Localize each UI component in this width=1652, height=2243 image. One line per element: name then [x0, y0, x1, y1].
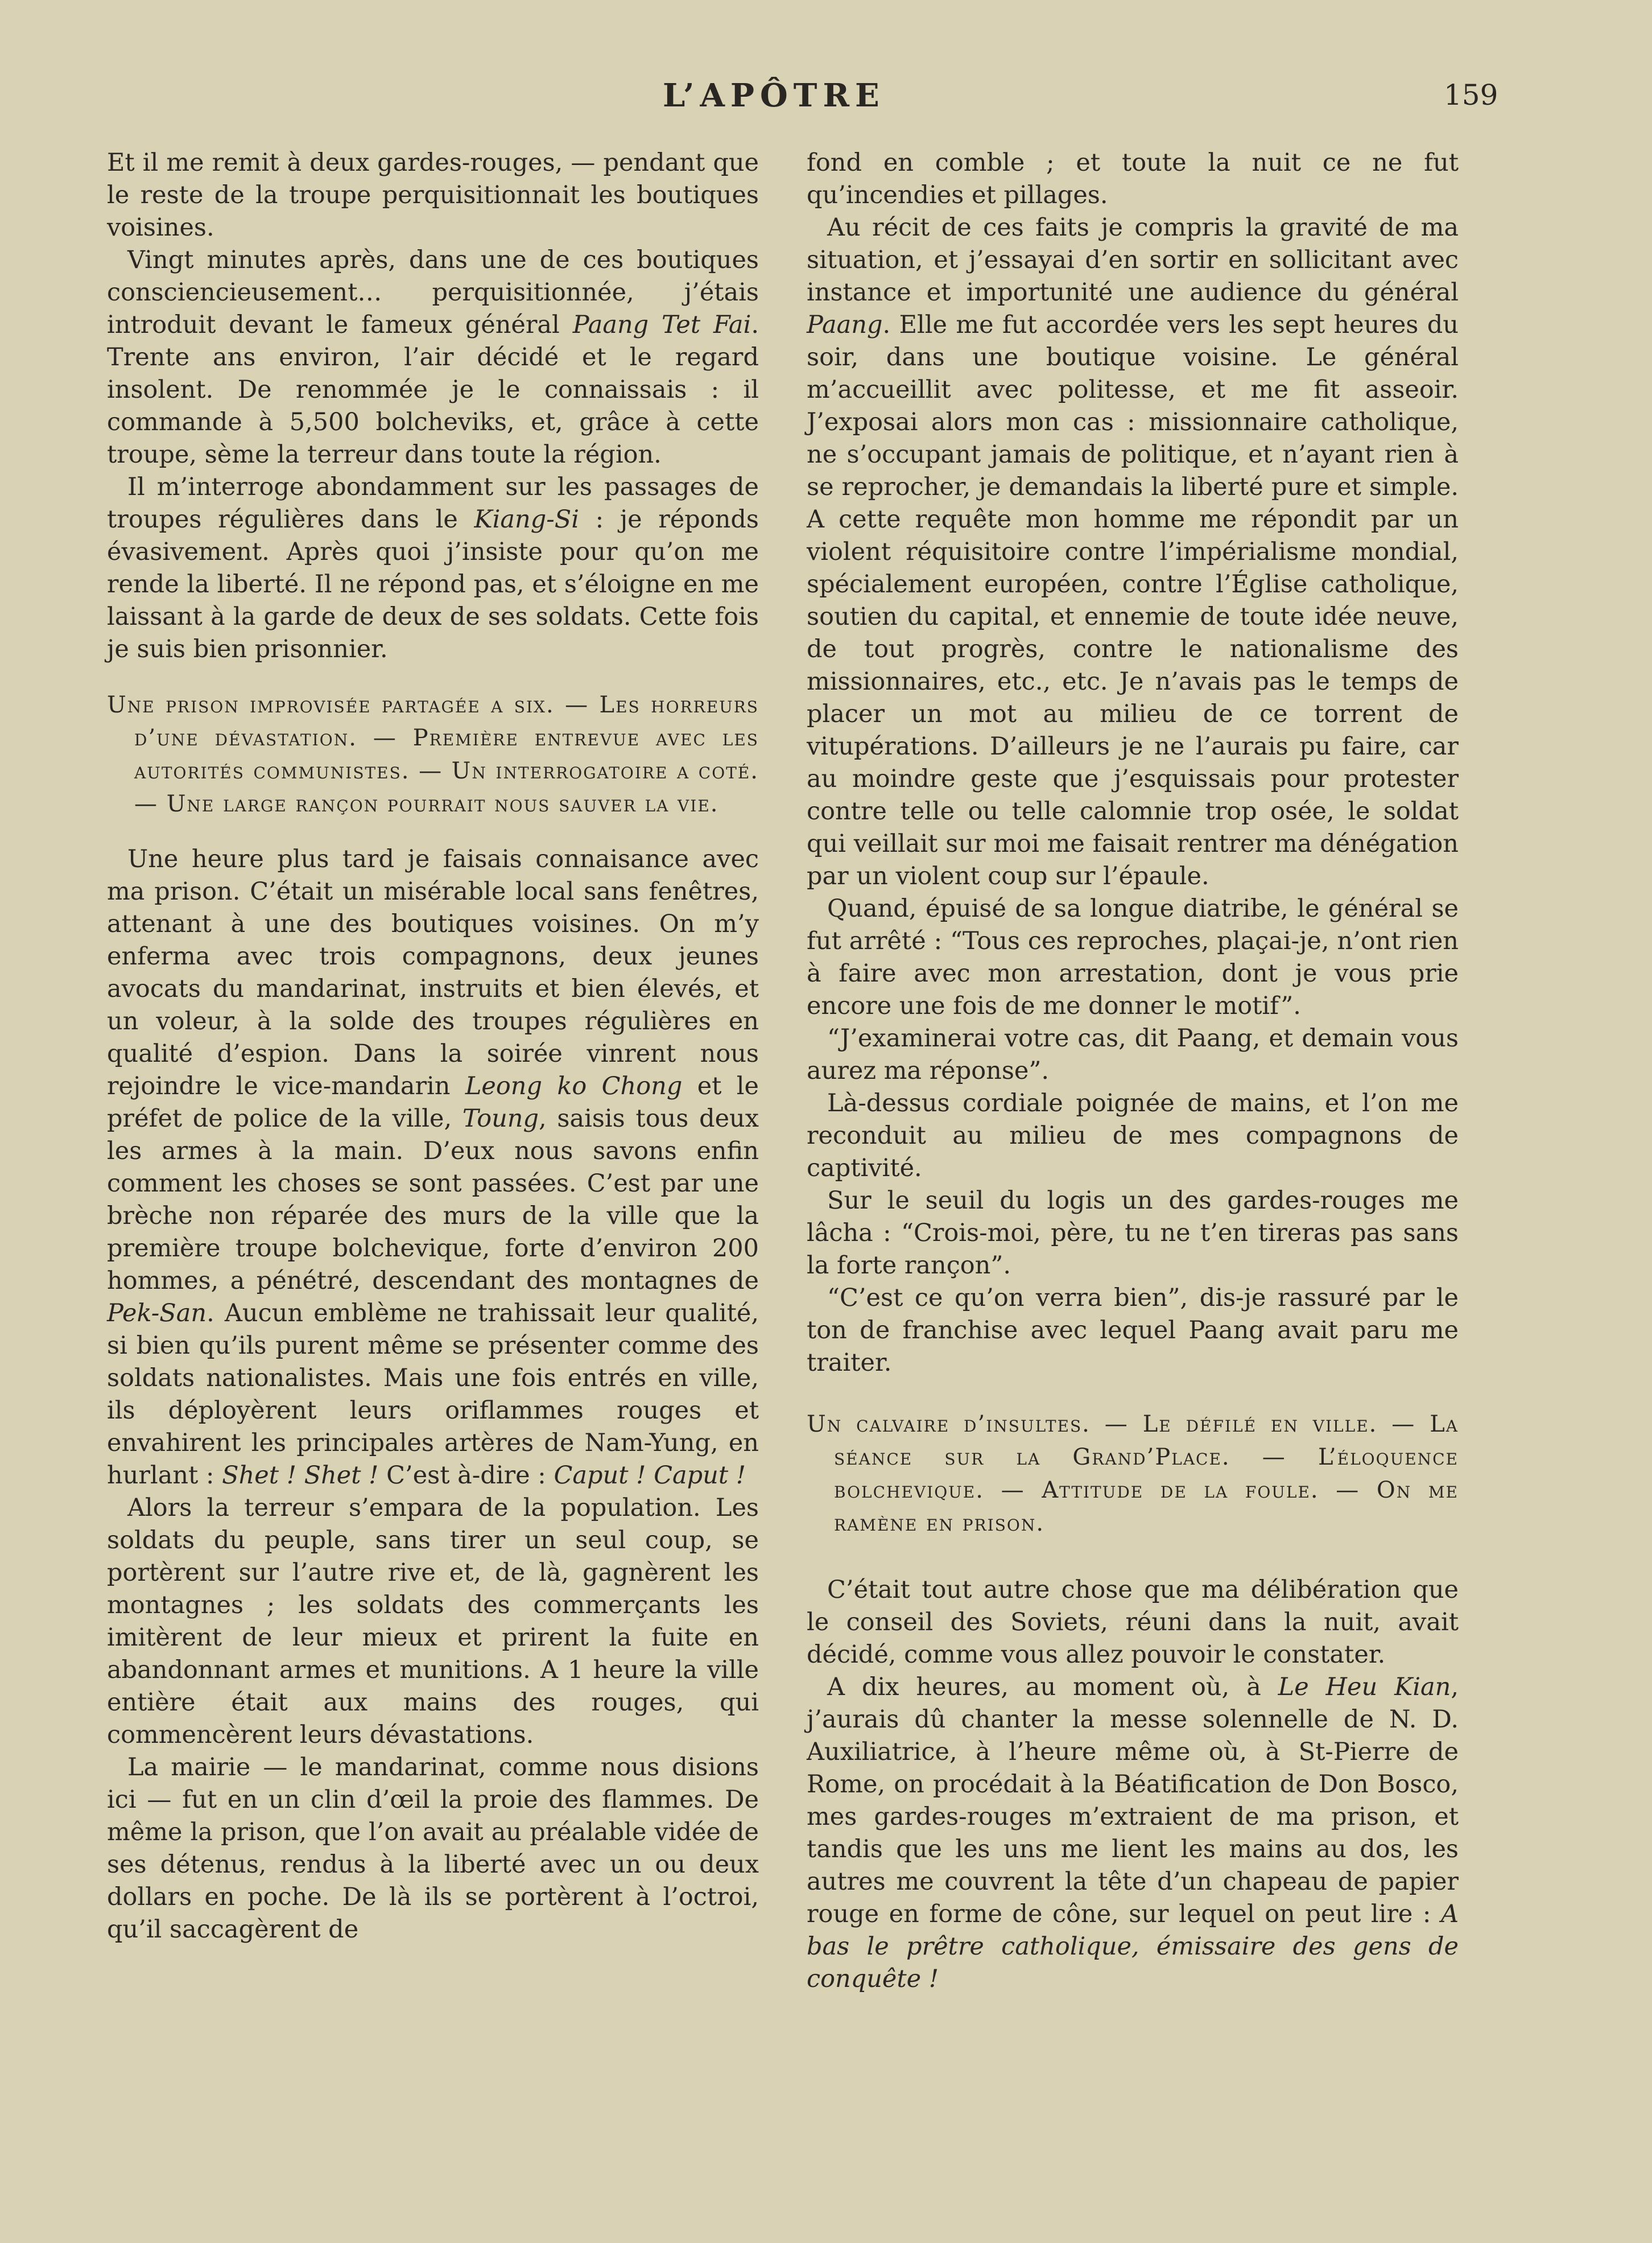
section-rubric: Un calvaire d’insultes. — Le défilé en ville. — La séance sur la Grand’Place. — L’éloquence bolchevique. — Attitude de la foule. — On me ramène en prison.: [807, 1411, 1459, 1536]
paragraph: Vingt minutes après, dans une de ces boutiques consciencieusement… perquisitionnée, j’étais introduit devant le fameux général Paang Tet Fai. Trente ans environ, l’air décidé et le regard insolent. De renommée je le connaissais : il commande à 5,500 bolcheviks, et, grâce à cette troupe, sème la terreur dans toute la région.: [107, 246, 759, 469]
paragraph: La mairie — le mandarinat, comme nous disions ici — fut en un clin d’œil la proie des flammes. De même la prison, que l’on avait au préalable vidée de ses détenus, rendus à la liberté avec un ou deux dollars en poche. De là ils se portèrent à l’octroi, qu’il saccagèrent de: [107, 1753, 759, 1944]
paragraph: Là-dessus cordiale poignée de mains, et l’on me reconduit au milieu de mes compagnons de captivité.: [807, 1089, 1459, 1182]
section-rubric: Une prison improvisée partagée a six. — Les horreurs d’une dévastation. — Première entrevue avec les autorités communistes. — Un interrogatoire a coté. — Une large rançon pourrait nous sauver la vie.: [107, 692, 759, 817]
paragraph: “C’est ce qu’on verra bien”, dis-je rassuré par le ton de franchise avec lequel Paang avait paru me traiter.: [807, 1284, 1459, 1377]
left-column: [107, 147, 759, 1946]
paragraph: Alors la terreur s’empara de la population. Les soldats du peuple, sans tirer un seul coup, se portèrent sur l’autre rive et, de là, gagnèrent les montagnes ; les soldats des commerçants les imitèrent de leur mieux et prirent la fuite en abandonnant armes et munitions. A 1 heure la ville entière était aux mains des rouges, qui commencèrent leurs dévastations.: [107, 1494, 759, 1749]
paragraph: Au récit de ces faits je compris la gravité de ma situation, et j’essayai d’en sortir en sollicitant avec instance et importunité une audience du général Paang. Elle me fut accordée vers les sept heures du soir, dans une boutique voisine. Le général m’accueillit avec politesse, et me fit asseoir. J’exposai alors mon cas : missionnaire catholique, ne s’occupant jamais de politique, et n’ayant rien à se reprocher, je demandais la liberté pure et simple. A cette requête mon homme me répondit par un violent réquisitoire contre l’impérialisme mondial, spécialement européen, contre l’Église catholique, soutien du capital, et ennemie de toute idée neuve, de tout progrès, contre le nationalisme des missionnaires, etc., etc. Je n’avais pas le temps de placer un mot au milieu de ce torrent de vitupérations. D’ailleurs je ne l’aurais pu faire, car au moindre geste que j’esquissais pour protester contre telle ou telle calomnie trop osée, le soldat qui veillait sur moi me faisait rentrer ma dénégation par un violent coup sur l’épaule.: [807, 213, 1459, 890]
paragraph: Une heure plus tard je faisais connaisance avec ma prison. C’était un misérable local sans fenêtres, attenant à une des boutiques voisines. On m’y enferma avec trois compagnons, deux jeunes avocats du mandarinat, instruits et bien élevés, et un voleur, à la solde des troupes régulières en qualité d’espion. Dans la soirée vinrent nous rejoindre le vice-mandarin Leong ko Chong et le préfet de police de la ville, Toung, saisis tous deux les armes à la main. D’eux nous savons enfin comment les choses se sont passées. C’est par une brèche non réparée des murs de la ville que la première troupe bolchevique, forte d’environ 200 hommes, a pénétré, descendant des montagnes de Pek-San. Aucun emblème ne trahissait leur qualité, si bien qu’ils purent même se présenter comme des soldats nationalistes. Mais une fois entrés en ville, ils déployèrent leurs oriflammes rouges et envahirent les principales artères de Nam-Yung, en hurlant : Shet ! Shet ! C’est à-dire : Caput ! Caput !: [107, 845, 759, 1490]
paragraph: fond en comble ; et toute la nuit ce ne fut qu’incendies et pillages.: [807, 149, 1459, 209]
running-title: L’APÔTRE: [663, 77, 885, 114]
paragraph: “J’examinerai votre cas, dit Paang, et demain vous aurez ma réponse”.: [807, 1024, 1459, 1085]
paragraph: Sur le seuil du logis un des gardes-rouges me lâcha : “Crois-moi, père, tu ne t’en tireras pas sans la forte rançon”.: [807, 1186, 1459, 1280]
paragraph: A dix heures, au moment où, à Le Heu Kian, j’aurais dû chanter la messe solennelle de N. D. Auxiliatrice, à l’heure même où, à St-Pierre de Rome, on procédait à la Béatification de Don Bosco, mes gardes-rouges m’extraient de ma prison, et tandis que les uns me lient les mains au dos, les autres me couvrent la tête d’un chapeau de papier rouge en forme de cône, sur lequel on peut lire : A bas le prêtre catholique, émissaire des gens de conquête !: [807, 1673, 1459, 1993]
paragraph: Quand, épuisé de sa longue diatribe, le général se fut arrêté : “Tous ces reproches, plaçai-je, n’ont rien à faire avec mon arrestation, dont je vous prie encore une fois de me donner le motif”.: [807, 894, 1459, 1020]
paragraph: Il m’interroge abondamment sur les passages de troupes régulières dans le Kiang-Si : je réponds évasivement. Après quoi j’insiste pour qu’on me rende la liberté. Il ne répond pas, et s’éloigne en me laissant à la garde de deux de ses soldats. Cette fois je suis bien prisonnier.: [107, 473, 759, 663]
paragraph: C’était tout autre chose que ma délibération que le conseil des Soviets, réuni dans la nuit, avait décidé, comme vous allez pouvoir le constater.: [807, 1576, 1459, 1669]
page-number: 159: [1444, 79, 1498, 112]
right-column: [807, 147, 1459, 1995]
paragraph: Et il me remit à deux gardes-rouges, — pendant que le reste de la troupe perquisitionnait les boutiques voisines.: [107, 149, 759, 242]
